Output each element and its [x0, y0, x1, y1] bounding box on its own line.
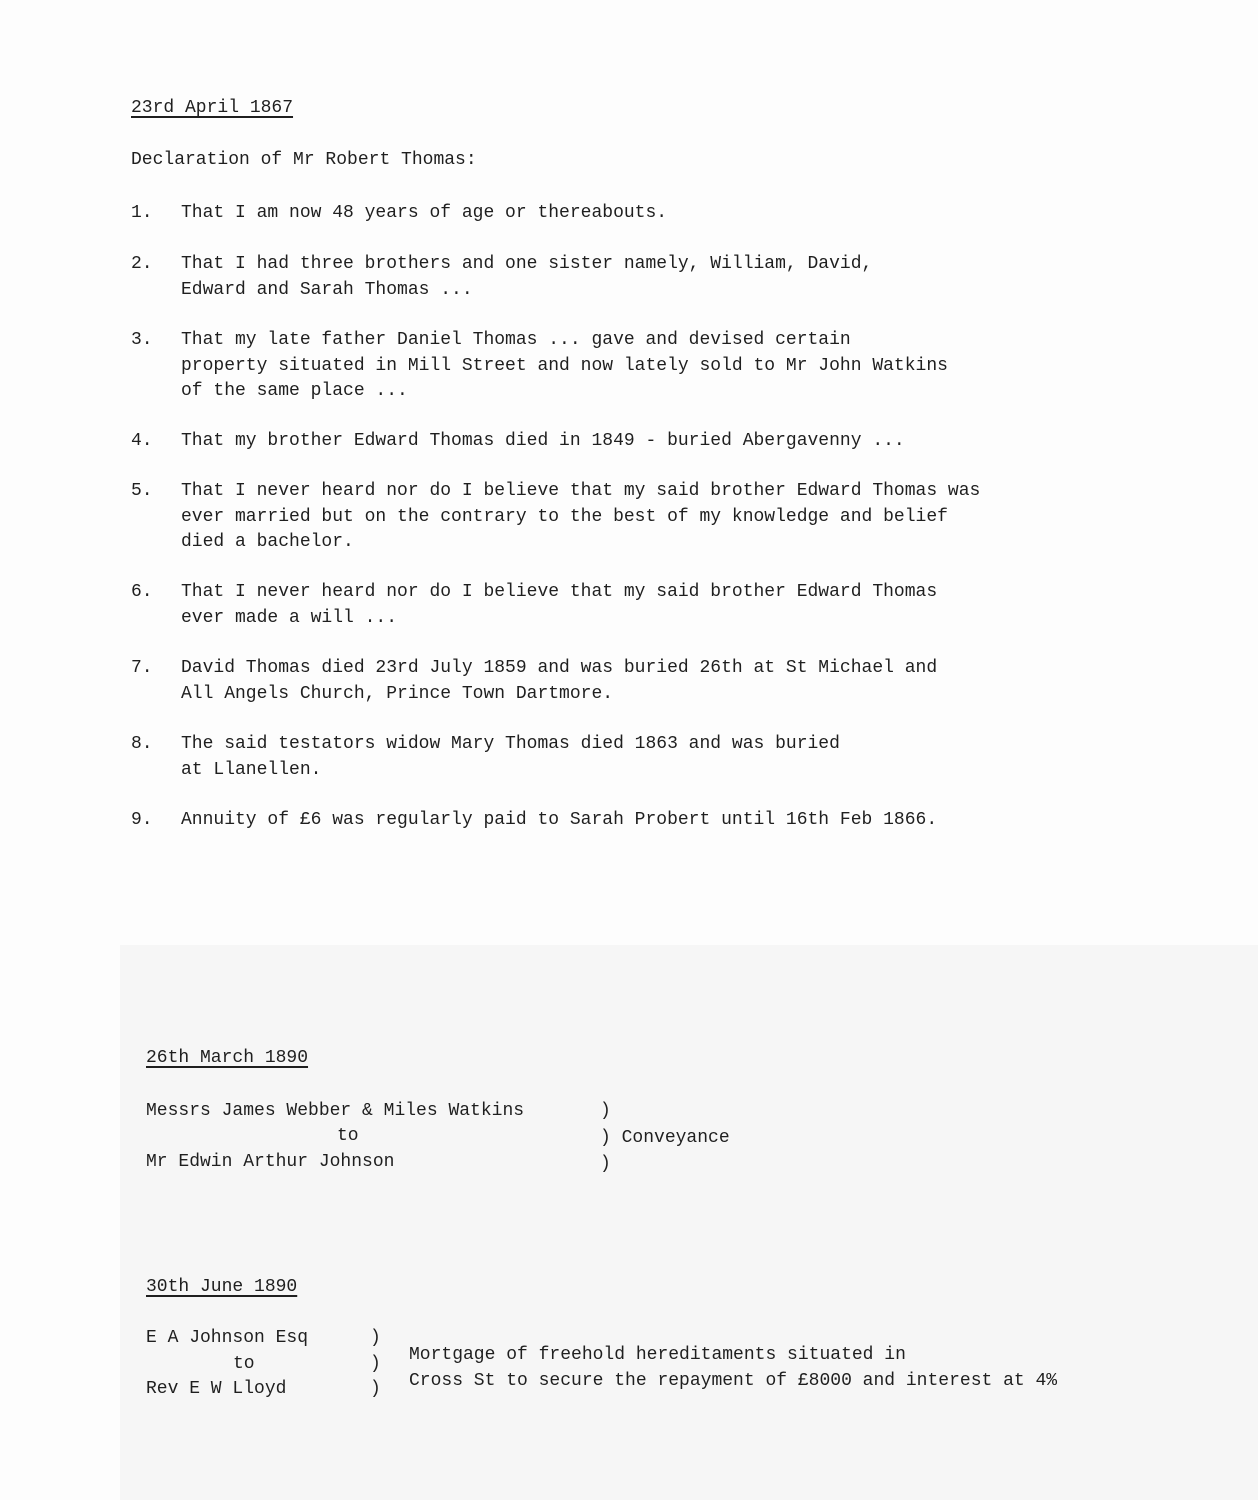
- declaration-heading: Declaration of Mr Robert Thomas:: [131, 150, 477, 170]
- item-line: That my brother Edward Thomas died in 1849 - buried Abergavenny ...: [181, 431, 905, 451]
- bracket-paren: ): [370, 1328, 381, 1348]
- mortgage-description-line: Mortgage of freehold hereditaments situated in: [409, 1345, 906, 1365]
- mortgage-to: to: [233, 1354, 255, 1374]
- mortgage-party-a: E A Johnson Esq: [146, 1328, 309, 1348]
- item-number: 2.: [131, 254, 153, 274]
- item-line: That I never heard nor do I believe that my said brother Edward Thomas was: [181, 481, 981, 501]
- item-line: The said testators widow Mary Thomas died 1863 and was buried: [181, 734, 840, 754]
- item-line: That I am now 48 years of age or thereabouts.: [181, 203, 668, 223]
- item-line: ever married but on the contrary to the best of my knowledge and belief: [181, 506, 948, 527]
- item-line: ever made a will ...: [181, 607, 398, 628]
- item-number: 9.: [131, 810, 153, 830]
- bracket-paren: ): [370, 1379, 381, 1399]
- item-line: died a bachelor.: [181, 532, 354, 552]
- mortgage-description-line: Cross St to secure the repayment of £8000 and interest at 4%: [409, 1371, 1058, 1391]
- item-number: 1.: [131, 203, 153, 223]
- bracket-paren: [600, 1126, 730, 1151]
- conveyance-party-a: Messrs James Webber & Miles Watkins: [146, 1101, 525, 1121]
- mortgage-date: 30th June 1890: [146, 1277, 298, 1297]
- conveyance-description: Conveyance: [621, 1128, 730, 1148]
- bracket-paren: ): [600, 1128, 611, 1148]
- item-number: 5.: [131, 481, 153, 501]
- bracket-paren: ): [600, 1101, 611, 1121]
- item-line: That I had three brothers and one sister namely, William, David,: [181, 254, 873, 274]
- conveyance-to: to: [337, 1126, 359, 1146]
- item-line: That I never heard nor do I believe that my said brother Edward Thomas: [181, 582, 938, 602]
- bracket-paren: ): [600, 1154, 611, 1174]
- item-line: That my late father Daniel Thomas ... gave and devised certain: [181, 330, 851, 350]
- item-line: at Llanellen.: [181, 759, 322, 780]
- item-line: David Thomas died 23rd July 1859 and was buried 26th at St Michael and: [181, 658, 938, 678]
- item-line: property situated in Mill Street and now lately sold to Mr John Watkins: [181, 355, 948, 376]
- item-number: 7.: [131, 658, 153, 678]
- item-line: Annuity of £6 was regularly paid to Sarah Probert until 16th Feb 1866.: [181, 810, 938, 830]
- conveyance-date: 26th March 1890: [146, 1048, 309, 1068]
- item-number: 6.: [131, 582, 153, 602]
- mortgage-party-b: Rev E W Lloyd: [146, 1379, 287, 1399]
- conveyance-party-b: Mr Edwin Arthur Johnson: [146, 1152, 395, 1172]
- item-number: 4.: [131, 431, 153, 451]
- item-line: of the same place ...: [181, 381, 408, 401]
- item-line: All Angels Church, Prince Town Dartmore.: [181, 683, 614, 704]
- declaration-date: 23rd April 1867: [131, 98, 294, 118]
- item-line: Edward and Sarah Thomas ...: [181, 279, 473, 300]
- item-number: 3.: [131, 330, 153, 350]
- paper-shading: [120, 945, 1258, 1500]
- bracket-paren: ): [370, 1354, 381, 1374]
- item-number: 8.: [131, 734, 153, 754]
